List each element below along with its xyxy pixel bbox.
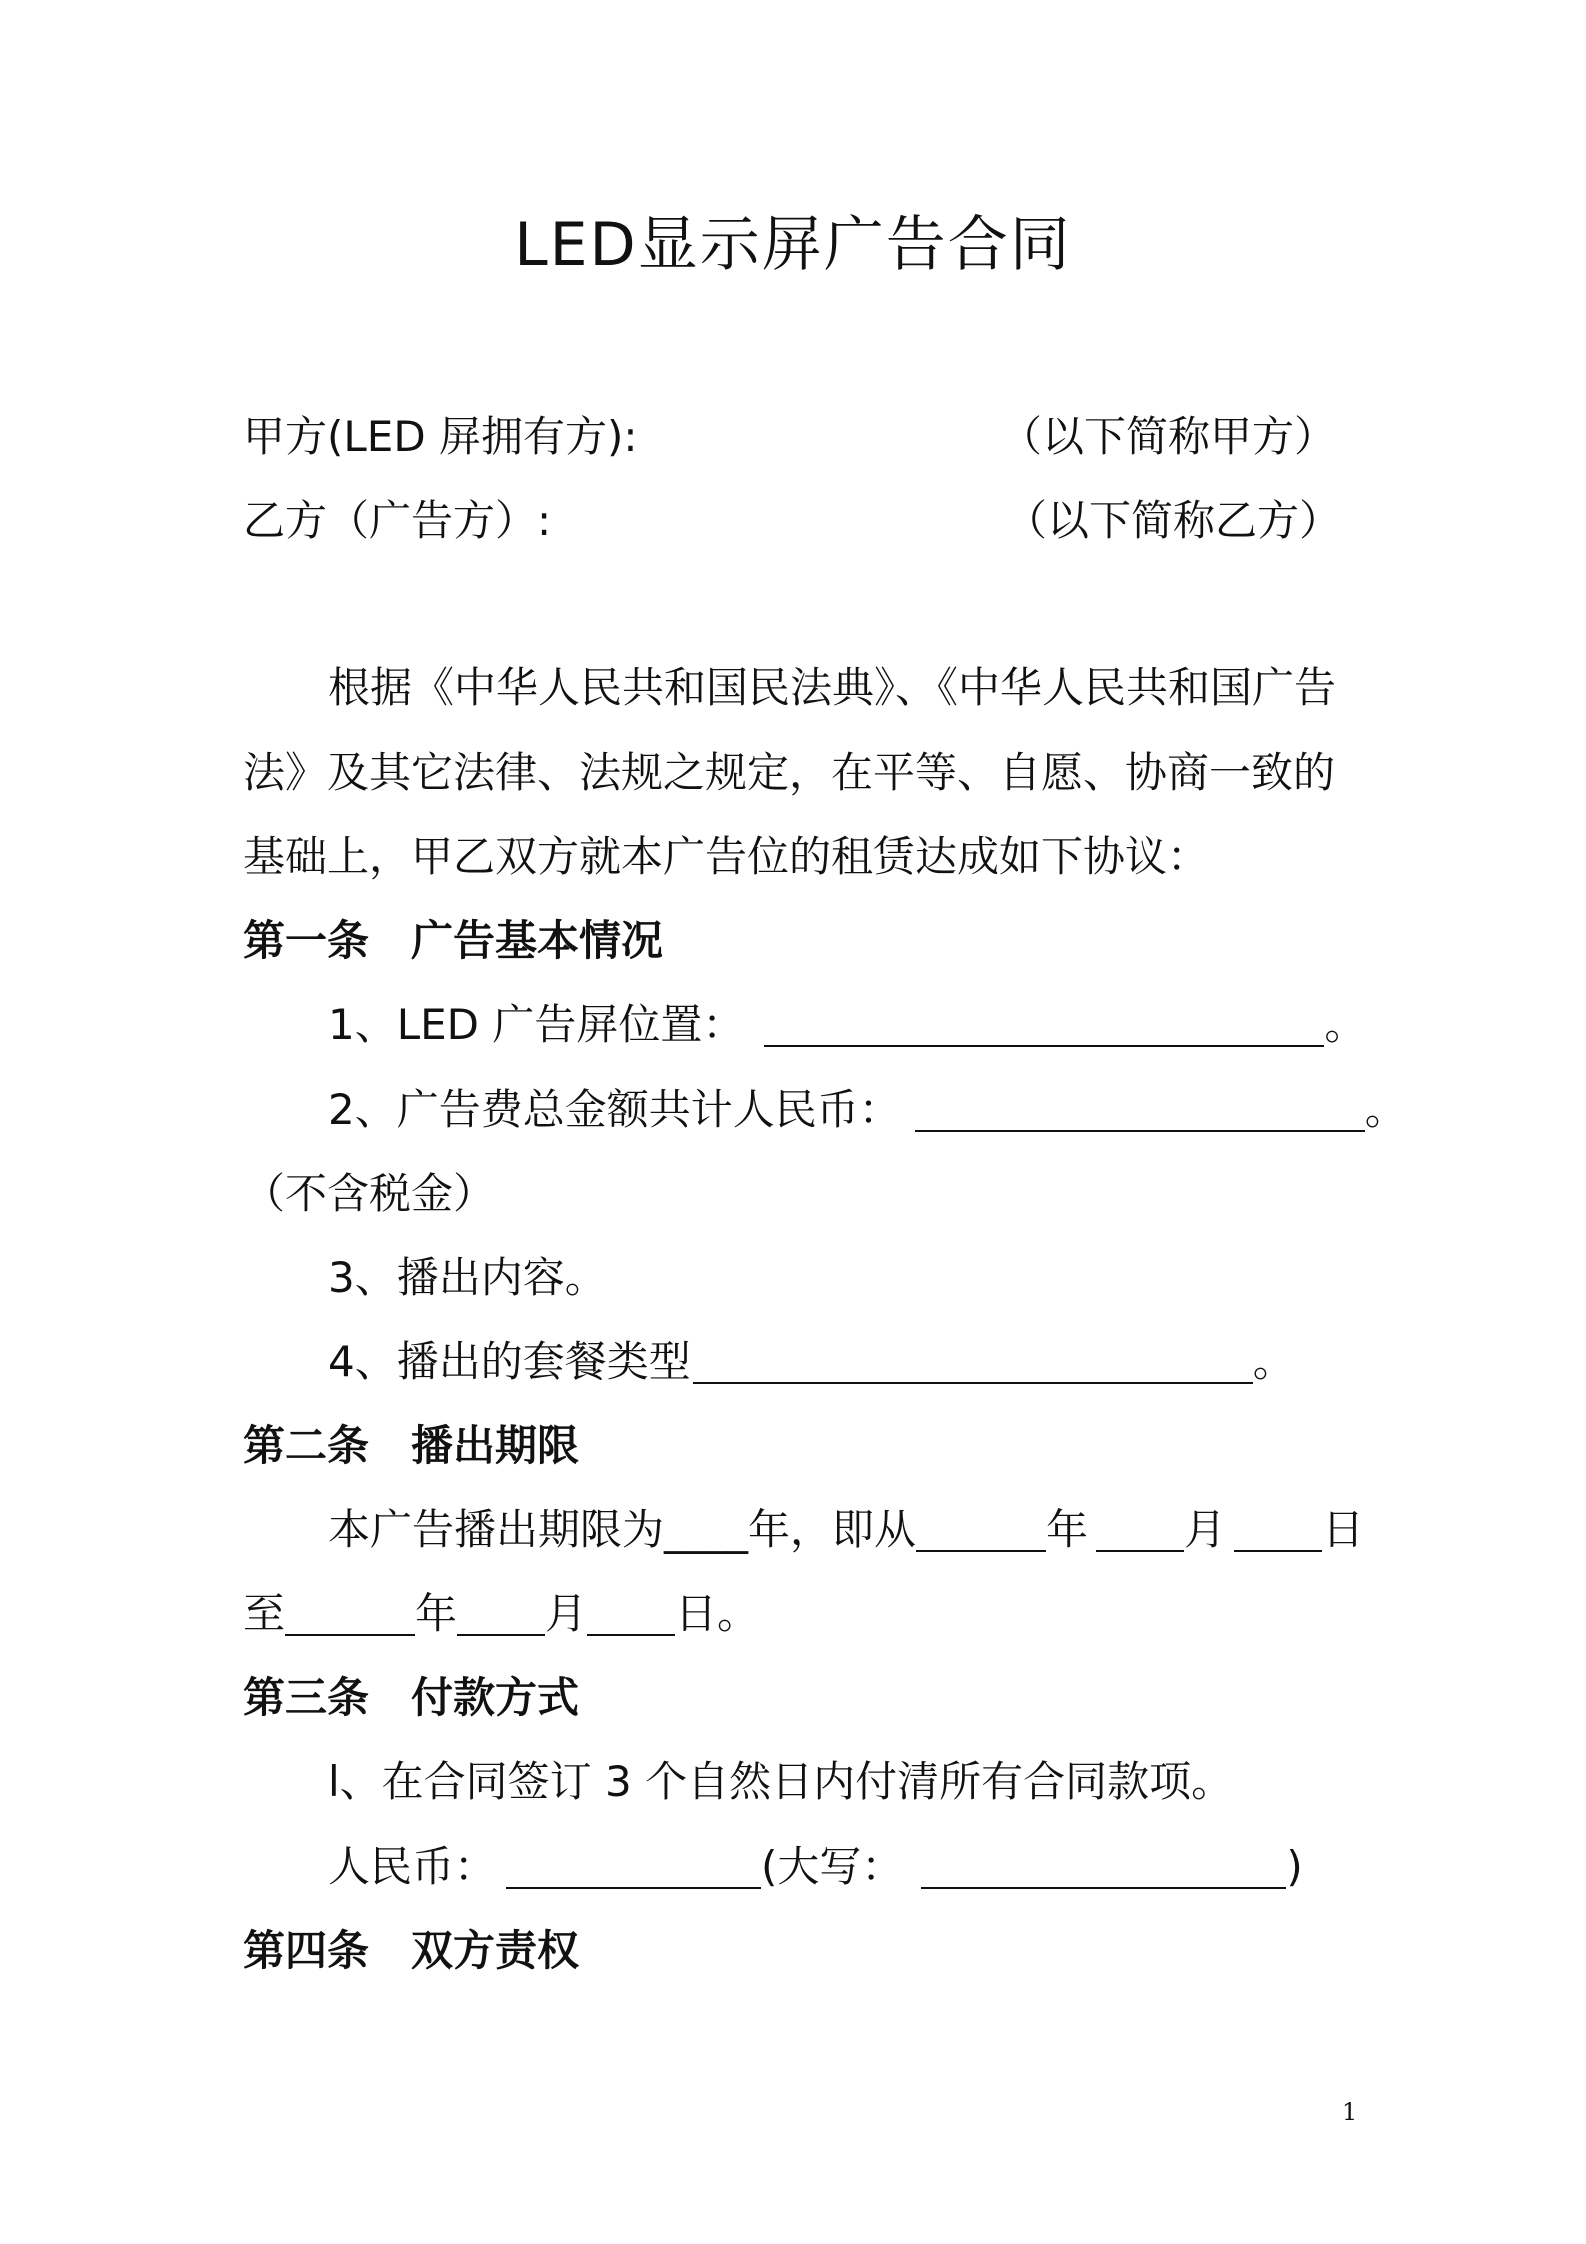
capital-amount-close: ) — [1286, 1842, 1303, 1891]
party-b-note: （以下简称乙方） — [1005, 496, 1342, 545]
page-number: 1 — [1342, 2098, 1358, 2126]
preamble-line-3: 基础上，甲乙双方就本广告位的租赁达成如下协议： — [243, 832, 1210, 881]
package-type-label: 4、播出的套餐类型 — [328, 1337, 691, 1386]
article-4-heading: 第四条 双方责权 — [243, 1926, 580, 1975]
article-1-item-1 — [328, 995, 1366, 1055]
total-fee-blank — [915, 1088, 1365, 1132]
start-day-label: 日 — [1322, 1505, 1365, 1554]
article-3-heading: 第三条 付款方式 — [243, 1673, 580, 1722]
end-month-label: 月 — [545, 1589, 588, 1638]
term-text-start: 本广告播出期限为 — [328, 1505, 665, 1554]
article-1-item-3: 3、播出内容。 — [328, 1253, 607, 1302]
article-1-item-4 — [328, 1332, 1295, 1392]
document-title: LED显示屏广告合同 — [514, 210, 1072, 280]
article-1-item-2 — [328, 1080, 1407, 1140]
broadcast-term-line-1 — [328, 1500, 1364, 1560]
end-month-blank — [457, 1594, 545, 1636]
tax-excluded-note: （不含税金） — [243, 1169, 496, 1218]
term-years-blank: ____ — [664, 1505, 749, 1554]
start-month-blank — [1096, 1510, 1184, 1552]
item-1-period: 。 — [1324, 1000, 1367, 1049]
payment-term-item-1: l、在合同签订 3 个自然日内付清所有合同款项。 — [328, 1757, 1234, 1806]
item-2-period: 。 — [1364, 1085, 1407, 1134]
led-location-label: 1、LED 广告屏位置： — [328, 1000, 745, 1049]
party-b-label: 乙方（广告方）: — [243, 496, 552, 545]
article-2-heading: 第二条 播出期限 — [243, 1421, 580, 1470]
start-day-blank — [1234, 1510, 1322, 1552]
end-year-blank — [285, 1594, 415, 1636]
preamble-line-1: 根据《中华人民共和国民法典》、《中华人民共和国广告 — [328, 663, 1337, 712]
end-day-label: 日。 — [675, 1589, 760, 1638]
party-a-note: （以下简称甲方） — [1000, 412, 1337, 461]
start-year-blank — [916, 1510, 1046, 1552]
start-month-label: 月 — [1184, 1505, 1227, 1554]
start-year-label: 年 — [1046, 1505, 1089, 1554]
term-years-from: 年，即从 — [748, 1505, 917, 1554]
rmb-amount-blank — [506, 1845, 761, 1889]
party-a-label: 甲方(LED 屏拥有方): — [243, 412, 638, 461]
end-year-label: 年 — [415, 1589, 458, 1638]
capital-amount-blank — [921, 1845, 1286, 1889]
total-fee-label: 2、广告费总金额共计人民币： — [328, 1085, 901, 1134]
payment-amount-line — [328, 1837, 1303, 1897]
term-to-label: 至 — [243, 1589, 286, 1638]
led-location-blank — [764, 1003, 1324, 1047]
item-4-period: 。 — [1252, 1337, 1295, 1386]
broadcast-term-line-2 — [243, 1584, 759, 1644]
article-1-heading: 第一条 广告基本情况 — [243, 916, 664, 965]
rmb-label: 人民币： — [328, 1842, 497, 1891]
capital-amount-label: (大写： — [761, 1842, 904, 1891]
package-type-blank — [693, 1340, 1253, 1384]
end-day-blank — [587, 1594, 675, 1636]
preamble-line-2: 法》及其它法律、法规之规定，在平等、自愿、协商一致的 — [243, 748, 1336, 797]
